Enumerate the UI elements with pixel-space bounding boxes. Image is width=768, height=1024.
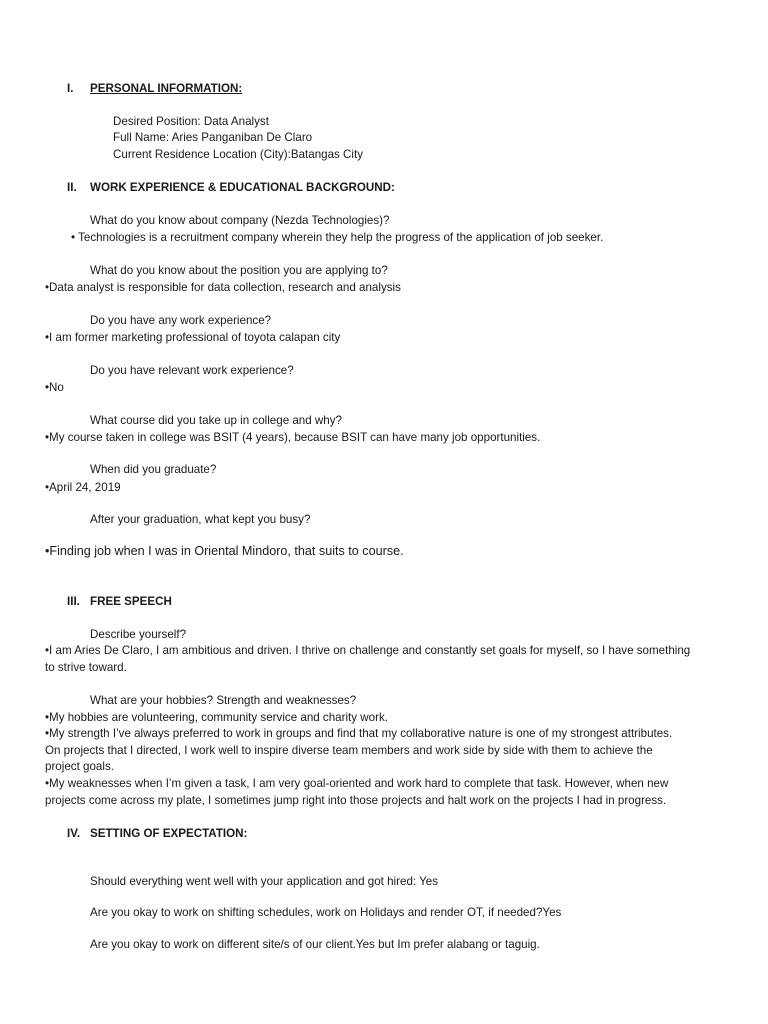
section-3-title: FREE SPEECH [90,595,172,608]
answer-hobbies-line-6: projects come across my plate, I sometimes jump right into those projects and halt work on the projects I had in progress. [45,794,667,807]
question-course: What course did you take up in college and why? [90,414,342,427]
residence: Current Residence Location (City):Batangas City [113,148,364,161]
section-3-number: III. [67,595,80,608]
answer-hobbies-line-5: •My weaknesses when I’m given a task, I am very goal-oriented and work hard to complete that task. However, when new [45,777,669,790]
question-company: What do you know about company (Nezda Technologies)? [90,214,390,227]
answer-describe-line-2: to strive toward. [45,661,127,674]
question-work-experience: Do you have any work experience? [90,314,272,327]
question-graduation: When did you graduate? [90,463,217,476]
section-2-title: WORK EXPERIENCE & EDUCATIONAL BACKGROUND: [90,181,395,194]
question-hobbies: What are your hobbies? Strength and weaknesses? [90,694,357,707]
question-relevant-experience: Do you have relevant work experience? [90,364,294,377]
answer-work-experience: •I am former marketing professional of toyota calapan city [45,331,341,344]
section-1-number: I. [67,82,74,95]
section-4-title: SETTING OF EXPECTATION: [90,827,248,840]
desired-position: Desired Position: Data Analyst [113,115,269,128]
question-describe-yourself: Describe yourself? [90,628,187,641]
answer-company: • Technologies is a recruitment company wherein they help the progress of the application of job seeker. [71,231,604,244]
answer-hobbies-line-4: project goals. [45,760,114,773]
answer-position: •Data analyst is responsible for data collection, research and analysis [45,281,401,294]
section-2-number: II. [67,181,77,194]
answer-course: •My course taken in college was BSIT (4 years), because BSIT can have many job opportunities. [45,431,541,444]
expectation-shifting: Are you okay to work on shifting schedules, work on Holidays and render OT, if needed?Yes [90,906,562,919]
answer-hobbies-line-3: On projects that I directed, I work well to inspire diverse team members and work side by side with them to achieve the [45,744,653,757]
section-4-number: IV. [67,827,81,840]
section-1-title: PERSONAL INFORMATION: [90,82,243,95]
expectation-site: Are you okay to work on different site/s of our client.Yes but Im prefer alabang or taguig. [90,938,540,951]
answer-hobbies-line-2: •My strength I’ve always preferred to work in groups and find that my collaborative nature is one of my strongest attributes. [45,727,673,740]
question-position: What do you know about the position you are applying to? [90,264,388,277]
answer-describe-line-1: •I am Aries De Claro, I am ambitious and driven. I thrive on challenge and constantly set goals for myself, so I have something [45,644,691,657]
expectation-hired: Should everything went well with your application and got hired: Yes [90,875,439,888]
answer-after-graduation: •Finding job when I was in Oriental Mindoro, that suits to course. [45,544,404,558]
question-after-graduation: After your graduation, what kept you busy? [90,513,311,526]
answer-graduation: •April 24, 2019 [45,481,121,494]
answer-relevant-experience: •No [45,381,64,394]
full-name: Full Name: Aries Panganiban De Claro [113,131,313,144]
answer-hobbies-line-1: •My hobbies are volunteering, community service and charity work. [45,711,389,724]
